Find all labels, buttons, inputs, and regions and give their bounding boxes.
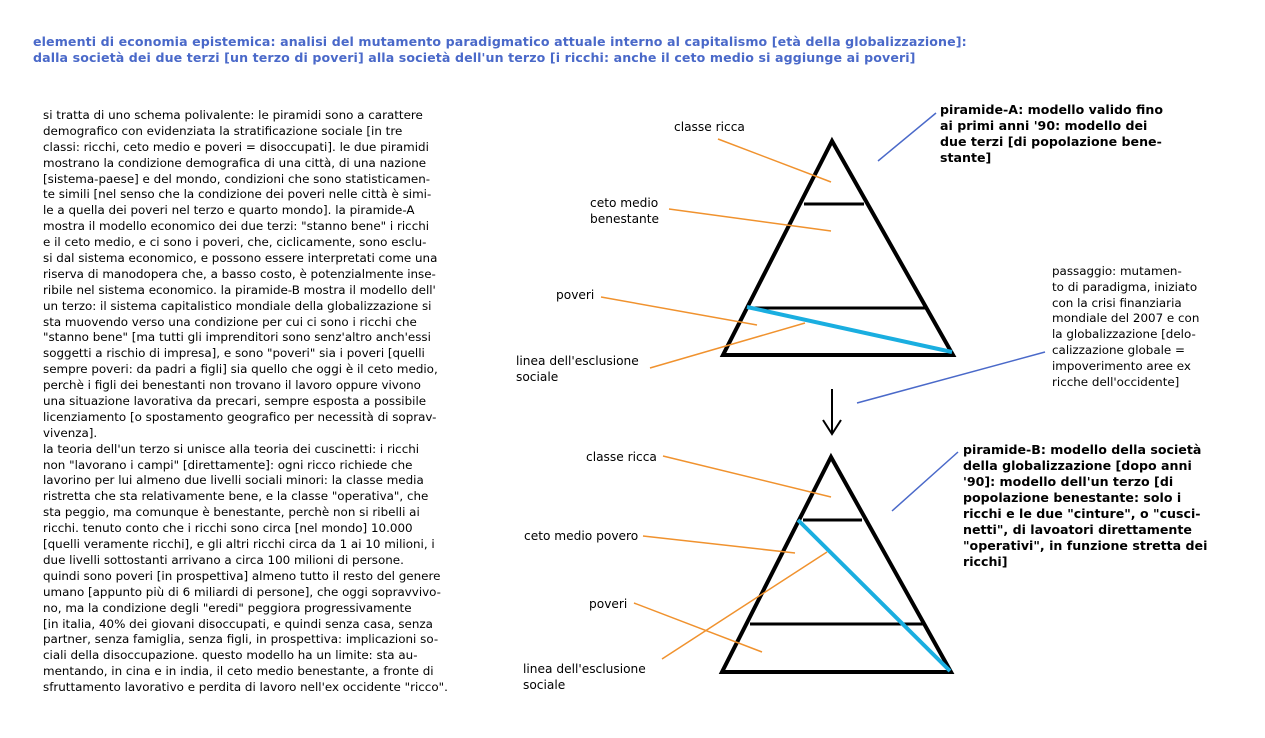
body-text-line: mostrano la condizione demografica di una città, di una nazione: [43, 155, 427, 170]
body-text-line: vivenza].: [43, 425, 98, 440]
pyramid-b-caption: [963, 442, 1207, 570]
pyramid-a-label-poor: poveri: [556, 288, 595, 302]
transition-text-line: con la crisi finanziaria: [1052, 295, 1182, 310]
body-text-line: le a quella dei poveri nel terzo e quarto mondo]. la piramide-A: [43, 203, 415, 218]
caption-b-line: ricchi e le due "cinture", o "cusci-: [963, 506, 1201, 521]
caption-b-line: piramide-B: modello della società: [963, 442, 1202, 457]
body-text-line: [in italia, 40% dei giovani disoccupati, e quindi senza casa, senza: [43, 616, 433, 631]
body-text-line: umano [appunto più di 6 miliardi di persone], che oggi sopravvivo-: [43, 584, 441, 599]
body-text-line: soggetti a rischio di impresa], e sono "poveri" sia i poveri [quelli: [43, 346, 425, 361]
leader-a-poor: [601, 297, 757, 325]
caption-a-line: stante]: [940, 150, 992, 165]
caption-b-line: netti", di lavoatori direttamente: [963, 522, 1192, 537]
body-text-line: un terzo: il sistema capitalistico mondiale della globalizzazione si: [43, 298, 432, 313]
pyramid-b-label-rich: classe ricca: [586, 450, 657, 464]
pyramid-b-exclusion-line: [798, 520, 950, 671]
body-text-line: classi: ricchi, ceto medio e poveri = disoccupati]. le due piramidi: [43, 139, 429, 154]
body-text-line: ricchi. tenuto conto che i ricchi sono circa [nel mondo] 10.000: [43, 521, 413, 536]
caption-a-line: piramide-A: modello valido fino: [940, 102, 1164, 117]
caption-b-line: popolazione benestante: solo i: [963, 490, 1182, 505]
pyramid-b-label-middle: ceto medio povero: [524, 529, 639, 543]
leader-a-caption: [878, 113, 936, 161]
leader-b-exclusion: [662, 552, 827, 659]
body-text-line: e il ceto medio, e ci sono i poveri, che, ciclicamente, sono esclu-: [43, 235, 427, 250]
body-text-line: riserva di manodopera che, a basso costo, è potenzialmente inse-: [43, 266, 436, 281]
pyramid-a-label-exclusion-2: sociale: [516, 370, 559, 384]
leader-b-rich: [663, 456, 831, 497]
transition-text-line: passaggio: mutamen-: [1052, 264, 1182, 278]
transition-text-line: ricche dell'occidente]: [1052, 374, 1180, 389]
body-text-line: [sistema-paese] e del mondo, condizioni che sono statisticamen-: [43, 171, 431, 186]
pyramid-a-label-middle-2: benestante: [590, 212, 660, 226]
pyramid-b-label-poor: poveri: [589, 597, 628, 611]
pyramid-a-label-middle-1: ceto medio: [590, 196, 659, 210]
leader-a-exclusion: [650, 323, 805, 368]
title-line-2: dalla società dei due terzi [un terzo di poveri] alla società dell'un terzo [i ricchi: anche il ceto medio si aggiunge ai poveri]: [33, 50, 916, 65]
transition-text-line: calizzazione globale =: [1052, 342, 1185, 357]
body-text-line: "stanno bene" [ma tutti gli imprenditori sono senz'altro anch'essi: [43, 330, 431, 345]
body-text-line: partner, senza famiglia, senza figli, in prospettiva: implicazioni so-: [43, 632, 439, 647]
body-text-line: si dal sistema economico, e possono essere interpretati come una: [43, 251, 438, 266]
body-text-line: ribile nel sistema economico. la piramide-B mostra il modello dell': [43, 282, 436, 297]
pyramid-b-label-exclusion-2: sociale: [523, 678, 566, 692]
title-line-1: elementi di economia epistemica: analisi del mutamento paradigmatico attuale interno al capitalismo [età della globalizzazione]:: [33, 34, 967, 49]
body-text-line: ristretta che sta relativamente bene, e la classe "operativa", che: [43, 489, 429, 504]
caption-b-line: della globalizzazione [dopo anni: [963, 458, 1192, 473]
body-text-line: si tratta di uno schema polivalente: le piramidi sono a carattere: [43, 108, 423, 122]
caption-b-line: ricchi]: [963, 554, 1008, 569]
body-text-line: sempre poveri: da padri a figli] sia quello che oggi è il ceto medio,: [43, 362, 438, 377]
pyramid-b-label-exclusion-1: linea dell'esclusione: [523, 662, 646, 676]
transition-text-line: mondiale del 2007 e con: [1052, 311, 1200, 326]
down-arrow-icon: [823, 389, 841, 434]
body-text-line: non "lavorano i campi" [direttamente]: ogni ricco richiede che: [43, 457, 413, 472]
body-text-line: la teoria dell'un terzo si unisce alla teoria dei cuscinetti: i ricchi: [43, 441, 420, 456]
body-text-line: te simili [nel senso che la condizione dei poveri nelle città è simi-: [43, 187, 432, 202]
body-text-line: ciali della disoccupazione. questo modello ha un limite: sta au-: [43, 648, 418, 663]
body-text-line: sta muovendo verso una condizione per cui ci sono i ricchi che: [43, 314, 417, 329]
body-text-line: perchè i figli dei benestanti non trovano il lavoro oppure vivono: [43, 378, 421, 393]
pyramid-a-caption: [940, 102, 1163, 166]
leader-b-middle: [643, 536, 795, 553]
body-text-line: due livelli sottostanti arrivano a circa 100 milioni di persone.: [43, 552, 404, 567]
pyramid-a-exclusion-line: [747, 307, 952, 352]
caption-b-line: '90]: modello dell'un terzo [di: [963, 474, 1174, 489]
body-text-line: mostra il modello economico dei due terzi: "stanno bene" i ricchi: [43, 219, 430, 234]
pyramid-a: [723, 141, 953, 355]
transition-text-line: la globalizzazione [delo-: [1052, 327, 1196, 342]
transition-text-line: impoverimento aree ex: [1052, 358, 1191, 373]
body-text-line: sta peggio, ma comunque è benestante, perchè non si ribelli ai: [43, 505, 420, 520]
transition-text: [1052, 264, 1199, 390]
body-text-line: sfruttamento lavorativo e perdita di lavoro nell'ex occidente "ricco".: [43, 680, 448, 695]
leader-a-rich: [718, 139, 831, 182]
pyramid-a-outline: [723, 141, 953, 355]
body-text-line: licenziamento [o spostamento geografico per necessità di soprav-: [43, 409, 437, 424]
caption-a-line: due terzi [di popolazione bene-: [940, 134, 1162, 149]
body-text-line: demografico con evidenziata la stratificazione sociale [in tre: [43, 123, 403, 138]
leader-b-caption: [892, 452, 958, 511]
body-text-line: [quelli veramente ricchi], e gli altri ricchi circa da 1 ai 10 milioni, i: [43, 537, 435, 552]
body-text-line: quindi sono poveri [in prospettiva] almeno tutto il resto del genere: [43, 568, 441, 583]
body-text-line: mentando, in cina e in india, il ceto medio benestante, a fronte di: [43, 664, 434, 679]
caption-b-line: "operativi", in funzione stretta dei: [963, 538, 1208, 553]
caption-a-line: ai primi anni '90: modello dei: [940, 118, 1148, 133]
pyramid-a-label-rich: classe ricca: [674, 120, 745, 134]
leader-transition: [857, 352, 1045, 403]
leader-a-middle: [669, 209, 831, 231]
pyramid-a-label-exclusion-1: linea dell'esclusione: [516, 354, 639, 368]
body-text-line: una situazione lavorativa da precari, sempre esposta a possibile: [43, 394, 427, 409]
body-text-line: no, ma la condizione degli "eredi" peggiora progressivamente: [43, 600, 412, 615]
transition-text-line: to di paradigma, iniziato: [1052, 279, 1198, 294]
body-text-line: lavorino per lui almeno due livelli sociali minori: la classe media: [43, 473, 424, 488]
